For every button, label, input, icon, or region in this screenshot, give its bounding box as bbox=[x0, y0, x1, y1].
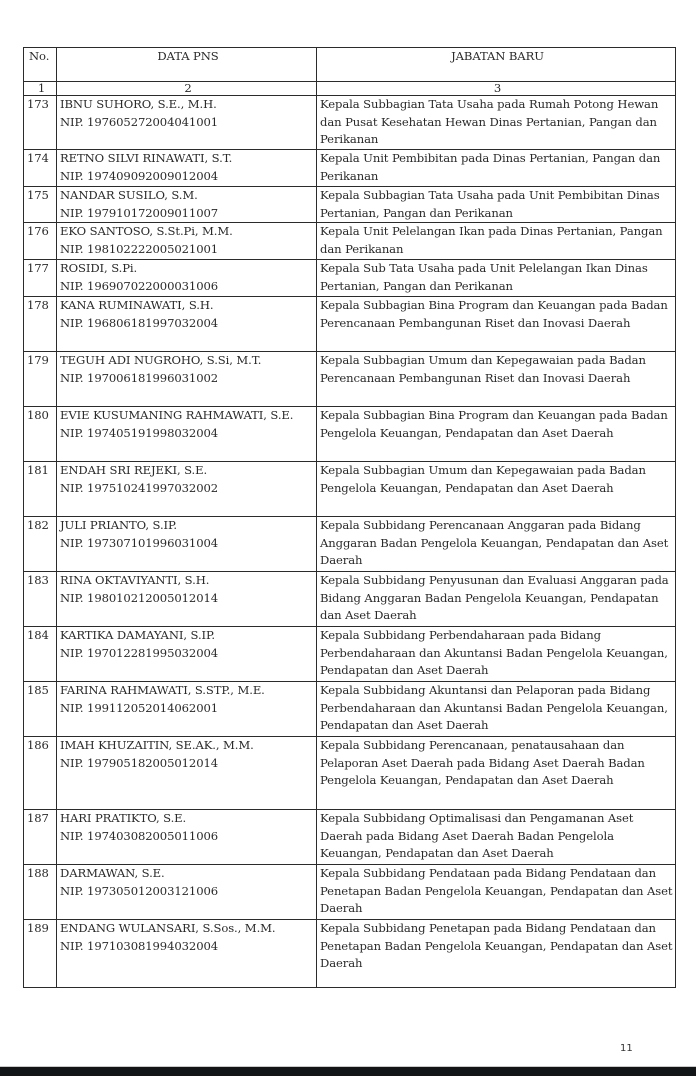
table-row bbox=[24, 187, 676, 223]
jabatan-baru-cell: Kepala Subbidang Pendataan pada Bidang Pendataan dan Penetapan Badan Pengelola Keuangan, Pendapatan dan Aset Daerah bbox=[317, 865, 676, 920]
header-jabatan-baru: JABATAN BARU bbox=[317, 48, 676, 82]
row-number: 183 bbox=[24, 572, 57, 627]
pns-data-cell bbox=[57, 462, 317, 517]
jabatan-baru-cell: Kepala Subbagian Umum dan Kepegawaian pada Badan Pengelola Keuangan, Pendapatan dan Aset Daerah bbox=[317, 462, 676, 517]
pns-name: ROSIDI, S.Pi. bbox=[60, 261, 138, 276]
pns-nip: NIP. 197403082005011006 bbox=[60, 828, 219, 843]
jabatan-baru-cell: Kepala Subbagian Umum dan Kepegawaian pada Badan Perencanaan Pembangunan Riset dan Inovasi Daerah bbox=[317, 352, 676, 407]
pns-name: FARINA RAHMAWATI, S.STP., M.E. bbox=[60, 683, 265, 698]
pns-nip: NIP. 197305012003121006 bbox=[60, 883, 219, 898]
pns-data-cell bbox=[57, 572, 317, 627]
table-row bbox=[24, 96, 676, 150]
pns-nip: NIP. 197012281995032004 bbox=[60, 645, 219, 660]
jabatan-baru-cell: Kepala Subbagian Tata Usaha pada Rumah Potong Hewan dan Pusat Kesehatan Hewan Dinas Pertanian, Pangan dan Perikanan bbox=[317, 96, 676, 150]
row-number: 180 bbox=[24, 407, 57, 462]
pns-nip: NIP. 198102222005021001 bbox=[60, 241, 219, 256]
pns-nip: NIP. 197605272004041001 bbox=[60, 114, 219, 129]
table-row bbox=[24, 682, 676, 737]
table-row bbox=[24, 865, 676, 920]
pns-nip: NIP. 199112052014062001 bbox=[60, 700, 219, 715]
jabatan-baru-cell: Kepala Sub Tata Usaha pada Unit Pelelangan Ikan Dinas Pertanian, Pangan dan Perikanan bbox=[317, 260, 676, 297]
pns-name: RETNO SILVI RINAWATI, S.T. bbox=[60, 151, 233, 165]
jabatan-baru-cell: Kepala Subbidang Penetapan pada Bidang Pendataan dan Penetapan Badan Pengelola Keuangan, Pendapatan dan Aset Daerah bbox=[317, 920, 676, 988]
pns-data-cell bbox=[57, 517, 317, 572]
pns-name: KANA RUMINAWATI, S.H. bbox=[60, 298, 214, 313]
pns-data-cell bbox=[57, 865, 317, 920]
row-number: 177 bbox=[24, 260, 57, 297]
pns-name: HARI PRATIKTO, S.E. bbox=[60, 811, 187, 826]
table-row bbox=[24, 810, 676, 865]
pns-name: JULI PRIANTO, S.IP. bbox=[60, 518, 177, 533]
row-number: 175 bbox=[24, 187, 57, 223]
pns-name: ENDANG WULANSARI, S.Sos., M.M. bbox=[60, 921, 276, 936]
pns-nip: NIP. 197006181996031002 bbox=[60, 370, 219, 385]
pns-data-cell bbox=[57, 187, 317, 223]
pns-nip: NIP. 197103081994032004 bbox=[60, 938, 219, 953]
pns-data-cell bbox=[57, 297, 317, 352]
pns-nip: NIP. 196806181997032004 bbox=[60, 315, 219, 330]
jabatan-baru-cell: Kepala Unit Pelelangan Ikan pada Dinas Pertanian, Pangan dan Perikanan bbox=[317, 223, 676, 260]
pns-name: RINA OKTAVIYANTI, S.H. bbox=[60, 573, 210, 588]
jabatan-baru-cell: Kepala Subbagian Tata Usaha pada Unit Pembibitan Dinas Pertanian, Pangan dan Perikanan bbox=[317, 187, 676, 223]
table-row bbox=[24, 150, 676, 187]
pns-data-cell bbox=[57, 407, 317, 462]
header-data-pns: DATA PNS bbox=[57, 48, 317, 82]
pns-nip: NIP. 196907022000031006 bbox=[60, 278, 219, 293]
row-number: 189 bbox=[24, 920, 57, 988]
pns-name: ENDAH SRI REJEKI, S.E. bbox=[60, 463, 208, 478]
pns-name: KARTIKA DAMAYANI, S.IP. bbox=[60, 628, 215, 643]
column-index-3: 3 bbox=[317, 82, 676, 96]
row-number: 182 bbox=[24, 517, 57, 572]
header-no: No. bbox=[24, 48, 57, 82]
pns-name: EVIE KUSUMANING RAHMAWATI, S.E. bbox=[60, 408, 294, 423]
jabatan-baru-cell: Kepala Subbidang Penyusunan dan Evaluasi Anggaran pada Bidang Anggaran Badan Pengelola Keuangan, Pendapatan dan Aset Daerah bbox=[317, 572, 676, 627]
row-number: 185 bbox=[24, 682, 57, 737]
pns-data-cell bbox=[57, 150, 317, 187]
pns-data-cell bbox=[57, 260, 317, 297]
jabatan-baru-cell: Kepala Subbidang Perbendaharaan pada Bidang Perbendaharaan dan Akuntansi Badan Pengelola Keuangan, Pendapatan dan Aset Daerah bbox=[317, 627, 676, 682]
pns-nip: NIP. 197409092009012004 bbox=[60, 168, 219, 183]
page-number: 11 bbox=[620, 1043, 633, 1054]
pns-data-cell bbox=[57, 96, 317, 150]
pns-nip: NIP. 198010212005012014 bbox=[60, 590, 219, 605]
column-index-2: 2 bbox=[57, 82, 317, 96]
jabatan-baru-cell: Kepala Subbidang Perencanaan Anggaran pada Bidang Anggaran Badan Pengelola Keuangan, Pendapatan dan Aset Daerah bbox=[317, 517, 676, 572]
pns-nip: NIP. 197910172009011007 bbox=[60, 205, 219, 220]
pns-data-cell bbox=[57, 737, 317, 810]
row-number: 178 bbox=[24, 297, 57, 352]
table-row bbox=[24, 352, 676, 407]
row-number: 174 bbox=[24, 150, 57, 187]
jabatan-baru-cell: Kepala Subbidang Perencanaan, penatausahaan dan Pelaporan Aset Daerah pada Bidang Aset Daerah Badan Pengelola Keuangan, Pendapatan dan Aset Daerah bbox=[317, 737, 676, 810]
table-row bbox=[24, 920, 676, 988]
pns-nip: NIP. 197307101996031004 bbox=[60, 535, 219, 550]
pns-name: NANDAR SUSILO, S.M. bbox=[60, 188, 198, 202]
pns-nip: NIP. 197405191998032004 bbox=[60, 425, 219, 440]
pns-name: EKO SANTOSO, S.St.Pi, M.M. bbox=[60, 224, 233, 239]
pns-data-cell bbox=[57, 223, 317, 260]
jabatan-baru-cell: Kepala Unit Pembibitan pada Dinas Pertanian, Pangan dan Perikanan bbox=[317, 150, 676, 187]
table-body bbox=[24, 96, 676, 988]
table-row bbox=[24, 223, 676, 260]
row-number: 186 bbox=[24, 737, 57, 810]
row-number: 176 bbox=[24, 223, 57, 260]
table-row bbox=[24, 462, 676, 517]
jabatan-baru-cell: Kepala Subbagian Bina Program dan Keuangan pada Badan Pengelola Keuangan, Pendapatan dan Aset Daerah bbox=[317, 407, 676, 462]
pns-data-cell bbox=[57, 627, 317, 682]
pns-data-cell bbox=[57, 682, 317, 737]
pns-data-cell bbox=[57, 920, 317, 988]
column-index-row bbox=[24, 82, 676, 96]
row-number: 181 bbox=[24, 462, 57, 517]
table-row bbox=[24, 407, 676, 462]
pns-name: IBNU SUHORO, S.E., M.H. bbox=[60, 97, 217, 111]
pns-name: DARMAWAN, S.E. bbox=[60, 866, 165, 881]
table-row bbox=[24, 737, 676, 810]
pns-name: TEGUH ADI NUGROHO, S.Si, M.T. bbox=[60, 353, 262, 368]
jabatan-baru-cell: Kepala Subbidang Akuntansi dan Pelaporan pada Bidang Perbendaharaan dan Akuntansi Badan Pengelola Keuangan, Pendapatan dan Aset Daerah bbox=[317, 682, 676, 737]
pns-name: IMAH KHUZAITIN, SE.AK., M.M. bbox=[60, 738, 254, 753]
table-row bbox=[24, 260, 676, 297]
pns-nip: NIP. 197510241997032002 bbox=[60, 480, 219, 495]
row-number: 187 bbox=[24, 810, 57, 865]
pns-nip: NIP. 197905182005012014 bbox=[60, 755, 219, 770]
row-number: 173 bbox=[24, 96, 57, 150]
row-number: 188 bbox=[24, 865, 57, 920]
jabatan-baru-cell: Kepala Subbagian Bina Program dan Keuangan pada Badan Perencanaan Pembangunan Riset dan Inovasi Daerah bbox=[317, 297, 676, 352]
table-row bbox=[24, 627, 676, 682]
pns-data-cell bbox=[57, 810, 317, 865]
row-number: 179 bbox=[24, 352, 57, 407]
column-index-1: 1 bbox=[24, 82, 57, 96]
table-row bbox=[24, 572, 676, 627]
pns-table bbox=[23, 47, 676, 988]
table-row bbox=[24, 297, 676, 352]
pns-data-cell bbox=[57, 352, 317, 407]
jabatan-baru-cell: Kepala Subbidang Optimalisasi dan Pengamanan Aset Daerah pada Bidang Aset Daerah Badan Pengelola Keuangan, Pendapatan dan Aset Daerah bbox=[317, 810, 676, 865]
table-row bbox=[24, 517, 676, 572]
row-number: 184 bbox=[24, 627, 57, 682]
header-row bbox=[24, 48, 676, 82]
